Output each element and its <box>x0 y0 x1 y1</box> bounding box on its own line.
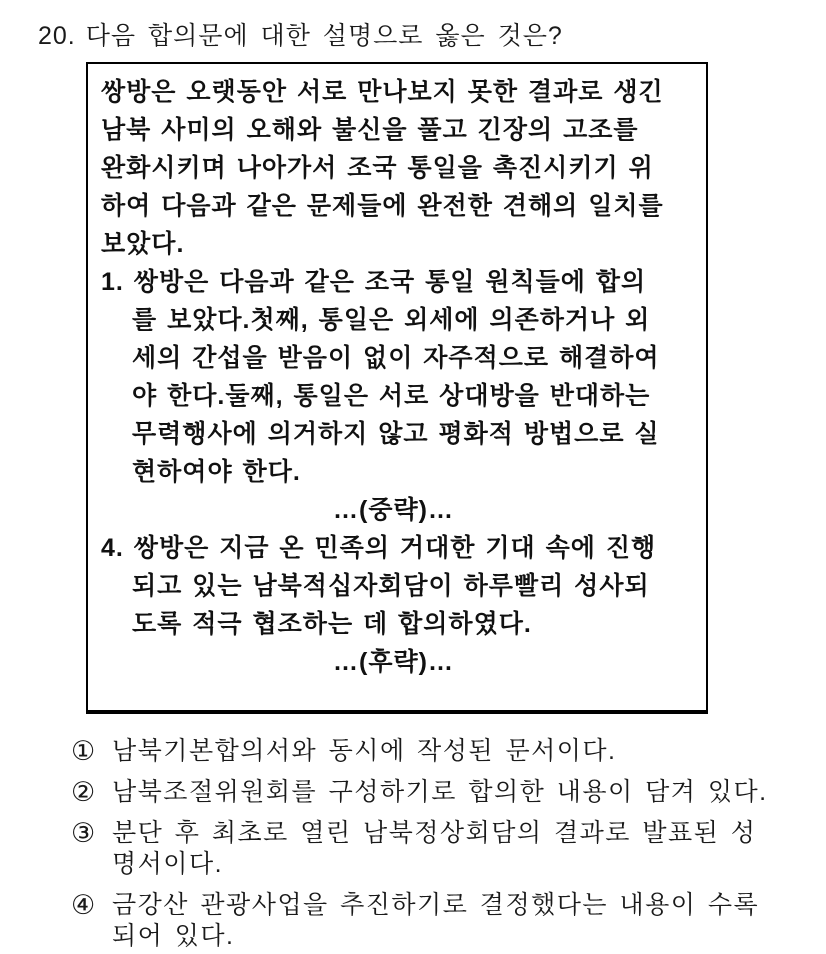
passage-line: …(후략)… <box>333 648 454 676</box>
option-3-text: 분단 후 최초로 열린 남북정상회담의 결과로 발표된 성 명서이다. <box>112 819 757 878</box>
passage-box <box>86 62 708 714</box>
passage-lines <box>101 73 700 681</box>
option-2-text: 남북조절위원회를 구성하기로 합의한 내용이 담겨 있다. <box>112 778 768 806</box>
passage-line: 쌍방은 오랫동안 서로 만나보지 못한 결과로 생긴 <box>101 78 664 106</box>
option-3 <box>71 818 811 880</box>
passage-line: 완화시키며 나아가서 조국 통일을 촉진시키기 위 <box>101 154 654 182</box>
option-2-marker: ② <box>71 777 96 807</box>
option-1 <box>71 736 811 767</box>
passage-line: 보았다. <box>101 230 185 258</box>
option-3-marker: ③ <box>71 818 96 848</box>
question-number: 20. <box>38 22 76 50</box>
passage-line: 남북 사미의 오해와 불신을 풀고 긴장의 고조를 <box>101 116 639 144</box>
option-4-marker: ④ <box>71 890 96 920</box>
passage-line: 되고 있는 남북적십자회담이 하루빨리 성사되 <box>132 572 650 600</box>
passage-line: 도록 적극 협조하는 데 합의하였다. <box>132 610 532 638</box>
passage-line: 야 한다.둘째, 통일은 서로 상대방을 반대하는 <box>132 382 651 410</box>
option-1-text: 남북기본합의서와 동시에 작성된 문서이다. <box>112 737 617 765</box>
option-4-text: 금강산 관광사업을 추진하기로 결정했다는 내용이 수록 되어 있다. <box>112 891 760 950</box>
option-1-marker: ① <box>71 736 96 766</box>
passage-line: 무력행사에 의거하지 않고 평화적 방법으로 실 <box>132 420 660 448</box>
question-text: 다음 합의문에 대한 설명으로 옳은 것은? <box>85 22 563 50</box>
passage-line: 하여 다음과 같은 문제들에 완전한 견해의 일치를 <box>101 192 664 220</box>
passage-line: 현하여야 한다. <box>132 458 301 486</box>
passage-line: 를 보았다.첫째, 통일은 외세에 의존하거나 외 <box>132 306 651 334</box>
passage-line: 1. 쌍방은 다음과 같은 조국 통일 원칙들에 합의 <box>101 268 647 296</box>
passage-line: …(중략)… <box>333 496 454 524</box>
options-list <box>71 736 811 954</box>
option-4 <box>71 890 811 952</box>
question-title <box>38 16 563 52</box>
passage-line: 세의 간섭을 받음이 없이 자주적으로 해결하여 <box>132 344 660 372</box>
passage-line: 4. 쌍방은 지금 온 민족의 거대한 기대 속에 진행 <box>101 534 657 562</box>
option-2 <box>71 777 811 808</box>
